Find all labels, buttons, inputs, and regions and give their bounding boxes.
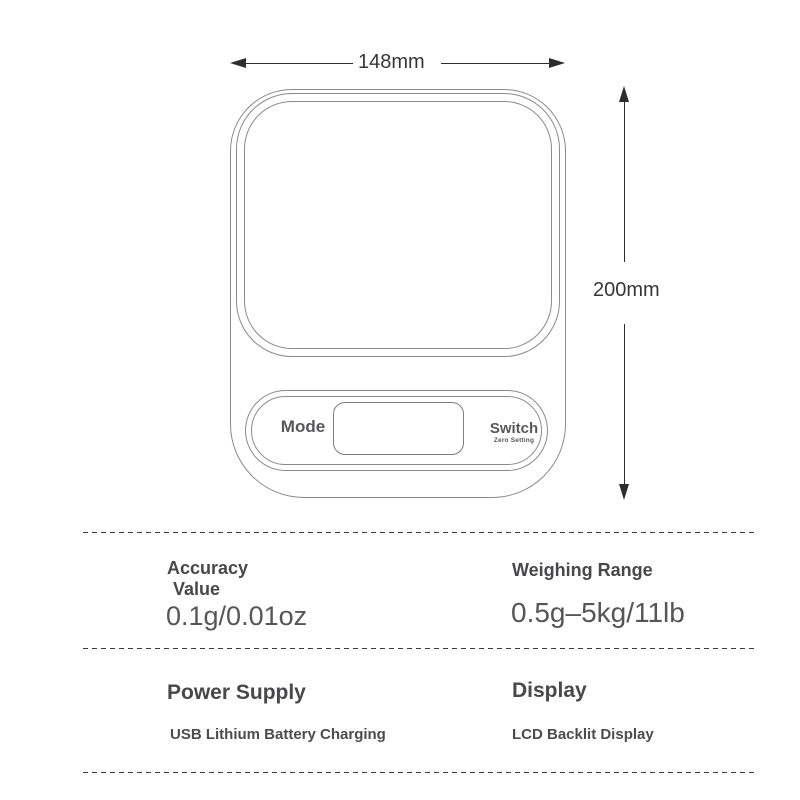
- mode-button-label: Mode: [280, 417, 326, 436]
- width-dim-line-left: [245, 63, 353, 64]
- accuracy-title-line2: Value: [173, 579, 221, 599]
- arrowhead-left-icon: [230, 58, 246, 68]
- weighing-platform-inner: [244, 101, 552, 349]
- accuracy-title-line1: Accuracy: [167, 558, 249, 578]
- height-dimension-label: 200mm: [593, 279, 660, 301]
- arrowhead-down-icon: [619, 484, 629, 500]
- height-dim-line-top: [624, 100, 625, 262]
- lcd-display: [333, 402, 464, 455]
- weighing-range-value: 0.5g–5kg/11lb: [511, 597, 685, 628]
- arrowhead-right-icon: [549, 58, 565, 68]
- switch-button-label: Switch: [489, 420, 539, 437]
- width-dim-line-right: [441, 63, 549, 64]
- dashed-divider-middle: [83, 648, 757, 649]
- switch-sub-label: Zero Setting: [493, 437, 535, 444]
- height-dim-line-bottom: [624, 324, 625, 485]
- display-value: LCD Backlit Display: [512, 726, 654, 743]
- display-title: Display: [512, 679, 587, 702]
- dashed-divider-bottom: [83, 772, 757, 773]
- accuracy-value: 0.1g/0.01oz: [166, 601, 308, 631]
- weighing-range-title: Weighing Range: [512, 560, 653, 580]
- power-supply-value: USB Lithium Battery Charging: [170, 726, 386, 743]
- power-supply-title: Power Supply: [167, 681, 306, 704]
- width-dimension-label: 148mm: [358, 51, 425, 73]
- dashed-divider-top: [83, 532, 757, 533]
